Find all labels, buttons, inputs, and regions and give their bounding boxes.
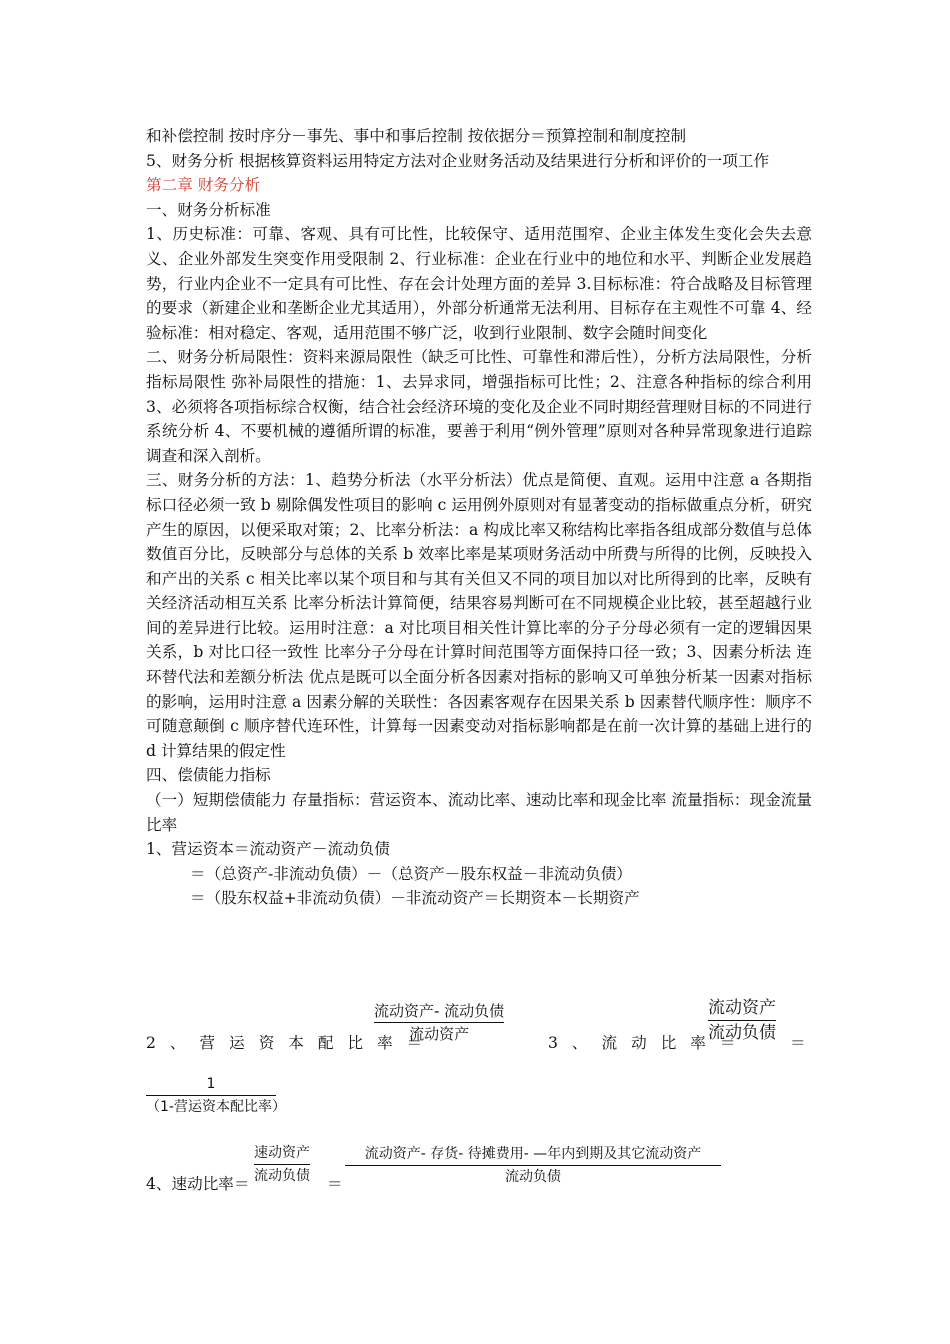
formula-4-fraction-a (254, 1142, 310, 1187)
fraction-numerator: 流动资产- 流动负债 (374, 1000, 504, 1023)
formula-4-equals: ＝ (327, 1175, 343, 1193)
paragraph: 和补偿控制 按时序分－事先、事中和事后控制 按依据分＝预算控制和制度控制 (146, 127, 687, 145)
formula-3-label: 3、流动比率＝ (548, 1034, 750, 1052)
fraction-numerator: 速动资产 (254, 1142, 310, 1165)
fraction-numerator: 流动资产- 存货- 待摊费用- —年内到期及其它流动资产 (345, 1143, 721, 1166)
section-heading: 四、偿债能力指标 (146, 766, 271, 785)
fraction-denominator: 流动负债 (505, 1169, 561, 1185)
paragraph: 三、财务分析的方法：1、趋势分析法（水平分析法）优点是简便、直观。运用中注意 a 各期指标口径必须一致 b 剔除偶发性项目的影响 c 运用例外原则对有显著变动的指标做重点分析，研究产生的原因，以便采取对策；2、比率分析法：a 构成比率又称结构比率指各组成部分数值与总体数值百分比，反映部分与总体的关系 b 效率比率是某项财务活动中所费与所得的比例，反映投入和产出的关系 c 相关比率以某个项目和与其有关但又不同的项目加以对比所得到的比率，反映有关经济活动相互关系 比率分析法计算简便，结果容易判断可在不同规模企业比较，甚至超越行业间的差异进行比较。运用时注意：a 对比项目相关性计算比率的分子分母必须有一定的逻辑因果关系，b 对比口径一致性 比率分子分母在计算时间范围等方面保持口径一致；3、因素分析法 连环替代法和差额分析法 优点是既可以全面分析各因素对指标的影响又可单独分析某一因素对指标的影响，运用时注意 a 因素分解的关联性：各因素客观存在因果关系 b 因素替代顺序性：顺序不可随意颠倒 c 顺序替代连环性，计算每一因素变动对指标影响都是在前一次计算的基础上进行的 d 计算结果的假定性 (146, 471, 812, 760)
fraction-denominator: 流动负债 (254, 1168, 310, 1184)
formula-2-label: 2、营运资本配比率＝ (146, 1034, 437, 1052)
formula-3-fraction (708, 996, 776, 1045)
paragraph: 5、财务分析 根据核算资料运用特定方法对企业财务活动及结果进行分析和评价的一项工作 (146, 151, 770, 170)
formula-2-fraction (374, 1000, 504, 1045)
formula-line: 1、营运资本＝流动资产－流动负债 (146, 840, 390, 859)
paragraph: 二、财务分析局限性：资料来源局限性（缺乏可比性、可靠性和滞后性），分析方法局限性，分析指标局限性 弥补局限性的措施：1、去异求同，增强指标可比性；2、注意各种指标的综合利用 3、必须将各项指标综合权衡，结合社会经济环境的变化及企业不同时期经营理财目标的不同进行系统分析 4、不要机械的遵循所谓的标准，要善于利用“例外管理”原则对各种异常现象进行追踪调查和深入剖析。 (146, 348, 812, 465)
formula-4-fraction-b (345, 1143, 721, 1188)
chapter-heading: 第二章 财务分析 (146, 176, 261, 195)
fraction-denominator: 流动资产 (409, 1025, 470, 1043)
body-text (146, 124, 812, 911)
formula-3-equals: ＝ (790, 1034, 806, 1052)
formula-line: ＝（股东权益+非流动负债）－非流动资产＝长期资本－长期资产 (190, 889, 640, 908)
formula-line: ＝（总资产-非流动负债）－（总资产－股东权益－非流动负债） (190, 864, 632, 883)
section-heading: 一、财务分析标准 (146, 200, 271, 219)
fraction-numerator: 流动资产 (708, 996, 776, 1021)
formula-4-label: 4、速动比率＝ (146, 1175, 250, 1193)
paragraph: （一）短期偿债能力 存量指标：营运资本、流动比率、速动比率和现金比率 流量指标：现金流量比率 (146, 791, 812, 834)
fraction-denominator: 流动负债 (708, 1023, 776, 1043)
fraction-numerator: 1 (146, 1073, 276, 1096)
fraction-denominator: （1-营运资本配比率） (146, 1099, 286, 1115)
formula-3b-fraction (146, 1073, 286, 1118)
paragraph: 1、历史标准：可靠、客观、具有可比性，比较保守、适用范围窄、企业主体发生变化会失去意义、企业外部发生突变作用受限制 2、行业标准：企业在行业中的地位和水平、判断企业发展趋势，行业内企业不一定具有可比性、存在会计处理方面的差异 3.目标标准：符合战略及目标管理的要求（新建企业和垄断企业尤其适用），外部分析通常无法利用、目标存在主观性不可靠 4、经验标准：相对稳定、客观，适用范围不够广泛，收到行业限制、数字会随时间变化 (146, 225, 812, 342)
